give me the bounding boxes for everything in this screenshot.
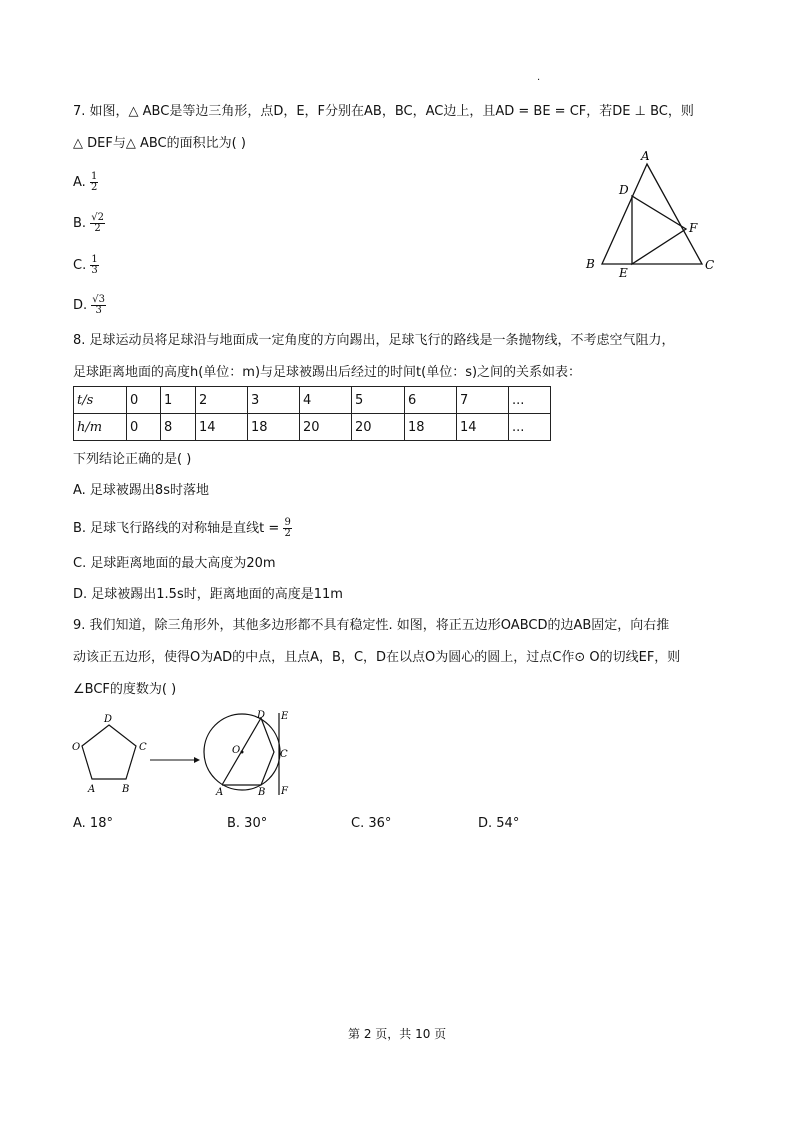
table-cell: 8	[161, 414, 196, 441]
q7-label-f: F	[689, 221, 698, 235]
q7-option-b-fraction: $\frac{√2}{2}$	[91, 212, 104, 234]
q7-stem-line1: 7. 如图，△ ABC是等边三角形，点D，E，F分别在AB，BC，AC边上，且AD = BE = CF，若DE ⊥ BC，则	[73, 104, 694, 119]
q7-label-b: B	[586, 257, 595, 271]
table-cell: 4	[300, 387, 352, 414]
q9-figure	[70, 708, 300, 800]
table-cell: ...	[509, 387, 551, 414]
table-cell: 7	[457, 387, 509, 414]
q9-stem-line1: 9. 我们知道，除三角形外，其他多边形都不具有稳定性. 如图，将正五边形OABCD的边AB固定，向右推	[73, 618, 670, 633]
q8-option-d: D. 足球被踢出1.5s时，距离地面的高度是11m	[73, 587, 343, 602]
q9-left-label-o: O	[72, 742, 81, 753]
q8-data-table	[73, 386, 551, 441]
q7-label-a: A	[641, 149, 650, 163]
q7-option-b-label: B.	[73, 216, 87, 231]
q7-option-d-fraction: $\frac{√3}{3}$	[92, 294, 106, 316]
q8-option-b	[73, 518, 292, 539]
top-dot: .	[537, 72, 541, 83]
q8-option-c: C. 足球距离地面的最大高度为20m	[73, 556, 276, 571]
q7-option-b	[73, 213, 105, 234]
q9-right-label-o: O	[232, 745, 241, 756]
q9-left-label-b: B	[122, 784, 130, 795]
table-cell: h/m	[74, 414, 127, 441]
table-cell: 5	[352, 387, 405, 414]
q9-option-d: D. 54°	[478, 816, 520, 831]
table-cell: 3	[248, 387, 300, 414]
q7-option-a	[73, 172, 98, 193]
q9-right-label-e: E	[281, 711, 289, 722]
table-cell: 20	[300, 414, 352, 441]
q9-right-label-d: D	[257, 710, 266, 721]
q7-option-c-label: C.	[73, 258, 87, 273]
table-cell: 18	[405, 414, 457, 441]
table-cell: 0	[127, 414, 161, 441]
table-row	[74, 387, 551, 414]
table-cell: 0	[127, 387, 161, 414]
q7-option-d-label: D.	[73, 298, 88, 313]
table-cell: 18	[248, 414, 300, 441]
q9-left-label-a: A	[88, 784, 96, 795]
q9-option-b: B. 30°	[227, 816, 268, 831]
table-cell: 14	[196, 414, 248, 441]
q9-left-label-d: D	[104, 714, 113, 725]
table-row	[74, 414, 551, 441]
q8-prompt: 下列结论正确的是( )	[73, 452, 192, 467]
q7-label-d: D	[619, 183, 629, 197]
table-cell: 14	[457, 414, 509, 441]
q8-option-b-fraction: $\frac{9}{2}$	[284, 517, 291, 539]
q7-option-d	[73, 295, 106, 316]
q9-right-label-f: F	[281, 786, 288, 797]
q9-stem-line2: 动该正五边形，使得O为AD的中点，且点A，B，C，D在以点O为圆心的圆上，过点C作⊙ O的切线EF，则	[73, 650, 681, 665]
q8-stem-line2: 足球距离地面的高度h(单位：m)与足球被踢出后经过的时间t(单位：s)之间的关系如表：	[73, 365, 582, 380]
q8-option-a: A. 足球被踢出8s时落地	[73, 483, 209, 498]
q7-triangle-figure	[580, 148, 720, 283]
q9-option-c: C. 36°	[351, 816, 392, 831]
table-cell: 20	[352, 414, 405, 441]
q9-right-label-a: A	[216, 787, 224, 798]
page-footer: 第 2 页，共 10 页	[348, 1027, 447, 1041]
q7-option-a-fraction: $\frac{1}{2}$	[90, 171, 98, 193]
table-cell: ...	[509, 414, 551, 441]
q7-label-e: E	[619, 266, 628, 280]
q7-option-a-label: A.	[73, 175, 86, 190]
q9-right-label-c: C	[280, 749, 288, 760]
table-cell: 6	[405, 387, 457, 414]
q9-right-label-b: B	[258, 787, 266, 798]
q7-option-c	[73, 255, 99, 276]
q7-option-c-fraction: $\frac{1}{3}$	[91, 254, 98, 276]
q7-stem-line2: △ DEF与△ ABC的面积比为( )	[73, 136, 246, 151]
q8-stem-line1: 8. 足球运动员将足球沿与地面成一定角度的方向踢出，足球飞行的路线是一条抛物线，不考虑空气阻力，	[73, 333, 675, 348]
q9-stem-line3: ∠BCF的度数为( )	[73, 682, 177, 697]
q9-option-a: A. 18°	[73, 816, 113, 831]
table-cell: 2	[196, 387, 248, 414]
table-cell: 1	[161, 387, 196, 414]
table-cell: t/s	[74, 387, 127, 414]
q7-label-c: C	[705, 258, 715, 272]
q8-option-b-text: B. 足球飞行路线的对称轴是直线t =	[73, 521, 280, 536]
q9-left-label-c: C	[139, 742, 147, 753]
